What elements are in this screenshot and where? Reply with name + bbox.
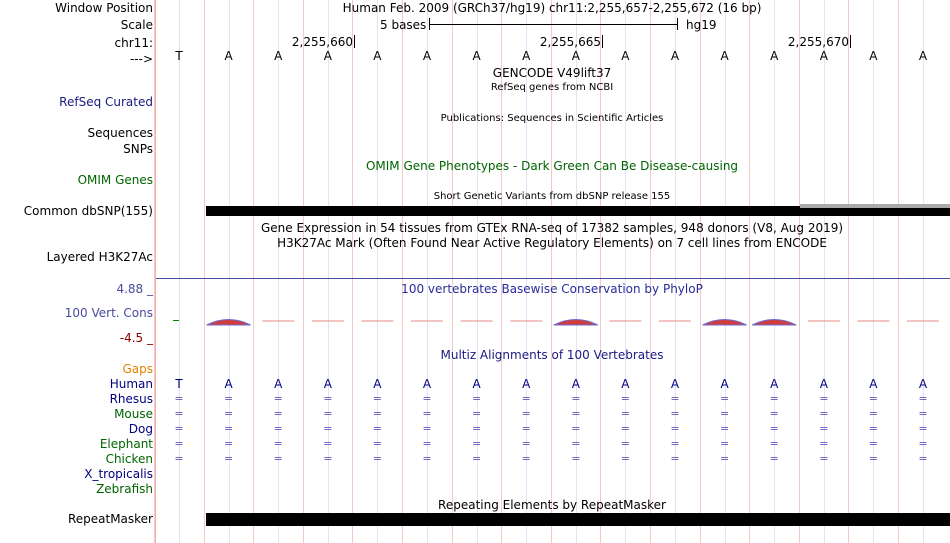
species-label[interactable]: Elephant <box>99 437 153 451</box>
alignment-base: A <box>373 377 382 391</box>
alignment-base: A <box>819 377 828 391</box>
grid-line <box>898 0 899 543</box>
alignment-match: = <box>571 452 581 465</box>
alignment-match: = <box>819 392 829 405</box>
alignment-match: = <box>571 422 581 435</box>
gencode-track-title[interactable]: GENCODE V49lift37 <box>492 66 612 80</box>
window-position-value[interactable]: Human Feb. 2009 (GRCh37/hg19) chr11:2,255,657-2,255,672 (16 bp) <box>342 1 762 15</box>
alignment-base: A <box>621 377 630 391</box>
base-letter: A <box>918 49 928 63</box>
repeatmasker-track-title: Repeating Elements by RepeatMasker <box>438 498 666 512</box>
alignment-match: = <box>719 437 730 450</box>
alignment-match: = <box>521 437 531 450</box>
alignment-match: = <box>273 422 283 435</box>
alignment-base: A <box>522 377 531 391</box>
h3k27ac-baseline <box>156 278 950 279</box>
h3k27ac-track-label[interactable]: Layered H3K27Ac <box>46 250 153 264</box>
alignment-match: = <box>174 437 184 450</box>
alignment-base: A <box>422 377 432 391</box>
gaps-label: Gaps <box>122 362 153 376</box>
alignment-match: = <box>273 392 283 405</box>
alignment-match: = <box>719 452 730 465</box>
alignment-match: = <box>620 437 630 450</box>
scale-label: Scale <box>120 18 153 32</box>
alignment-match: = <box>372 392 382 405</box>
grid-line <box>204 0 205 543</box>
alignment-match: = <box>719 392 730 405</box>
alignment-match: = <box>422 422 432 435</box>
grid-line <box>352 0 353 543</box>
alignment-match: = <box>273 407 283 420</box>
alignment-match: = <box>323 392 333 405</box>
alignment-match: = <box>769 452 779 465</box>
coord-tick-mark <box>354 35 355 48</box>
alignment-match: = <box>223 437 234 450</box>
alignment-match: = <box>174 422 184 435</box>
alignment-match: = <box>323 422 333 435</box>
conservation-wiggle <box>0 310 950 335</box>
alignment-match: = <box>918 437 928 450</box>
coord-tick-label: 2,255,665 <box>539 35 601 49</box>
alignment-base: A <box>670 377 680 391</box>
conservation-track-title: 100 vertebrates Basewise Conservation by PhyloP <box>401 282 703 296</box>
alignment-match: = <box>273 437 283 450</box>
alignment-match: = <box>769 422 779 435</box>
scale-bar <box>429 18 678 30</box>
alignment-match: = <box>174 452 184 465</box>
species-label[interactable]: Mouse <box>114 407 153 421</box>
base-letter: A <box>720 49 729 63</box>
coord-tick-label: 2,255,660 <box>291 35 353 49</box>
alignment-match: = <box>868 452 878 465</box>
coord-tick-mark <box>602 35 603 48</box>
alignment-match: = <box>174 407 184 420</box>
grid-line <box>402 0 403 543</box>
alignment-match: = <box>422 437 432 450</box>
alignment-match: = <box>819 437 829 450</box>
alignment-match: = <box>223 452 234 465</box>
grid-line <box>799 0 800 543</box>
base-letter: T <box>175 49 183 63</box>
species-label[interactable]: Dog <box>128 422 153 436</box>
coord-tick-label: 2,255,670 <box>787 35 849 49</box>
alignment-match: = <box>918 407 928 420</box>
alignment-match: = <box>571 392 581 405</box>
snps-track-label[interactable]: SNPs <box>123 142 153 156</box>
species-label[interactable]: Rhesus <box>109 392 153 406</box>
base-letter: A <box>770 49 779 63</box>
alignment-match: = <box>422 407 432 420</box>
alignment-match: = <box>918 422 928 435</box>
base-letter: A <box>373 49 382 63</box>
alignment-match: = <box>471 437 482 450</box>
chrom-label: chr11: <box>114 36 153 50</box>
alignment-match: = <box>620 452 630 465</box>
dbsnp-track-title: Short Genetic Variants from dbSNP release 155 <box>433 191 671 202</box>
alignment-base: A <box>770 377 779 391</box>
alignment-base: A <box>571 377 580 391</box>
strand-label: ---> <box>129 52 153 66</box>
alignment-match: = <box>918 392 928 405</box>
omim-track-title: OMIM Gene Phenotypes - Dark Green Can Be Disease-causing <box>365 159 739 173</box>
repeatmasker-feature-bar[interactable] <box>206 513 950 526</box>
base-letter: A <box>323 49 332 63</box>
base-letter: A <box>224 49 233 63</box>
alignment-base: A <box>224 377 233 391</box>
grid-line <box>650 0 651 543</box>
alignment-match: = <box>372 422 382 435</box>
alignment-match: = <box>372 407 382 420</box>
alignment-match: = <box>372 452 382 465</box>
alignment-match: = <box>471 452 482 465</box>
base-letter: A <box>522 49 531 63</box>
species-label[interactable]: Human <box>109 377 153 391</box>
h3k27ac-track-title: H3K27Ac Mark (Often Found Near Active Regulatory Elements) on 7 cell lines from ENCODE <box>277 236 827 250</box>
species-label[interactable]: Chicken <box>105 452 153 466</box>
publications-track-title: Publications: Sequences in Scientific Articles <box>440 113 664 124</box>
alignment-match: = <box>422 452 432 465</box>
alignment-match: = <box>471 407 482 420</box>
base-letter: A <box>422 49 432 63</box>
sequences-track-label[interactable]: Sequences <box>87 126 153 140</box>
alignment-match: = <box>868 437 878 450</box>
alignment-base: A <box>720 377 729 391</box>
alignment-match: = <box>719 407 730 420</box>
alignment-match: = <box>223 407 234 420</box>
alignment-match: = <box>868 407 878 420</box>
refseq-subtitle: RefSeq genes from NCBI <box>490 82 614 93</box>
alignment-match: = <box>868 422 878 435</box>
alignment-match: = <box>174 392 184 405</box>
alignment-match: = <box>868 392 878 405</box>
alignment-match: = <box>769 407 779 420</box>
window-position-label: Window Position <box>55 1 153 15</box>
alignment-base: A <box>274 377 283 391</box>
alignment-match: = <box>372 437 382 450</box>
grid-line <box>253 0 254 543</box>
species-label[interactable]: Zebrafish <box>96 482 153 496</box>
base-letter: A <box>571 49 580 63</box>
alignment-match: = <box>521 422 531 435</box>
alignment-match: = <box>521 407 531 420</box>
scale-value: 5 bases <box>380 18 427 32</box>
conservation-peak <box>554 320 598 326</box>
alignment-match: = <box>521 392 531 405</box>
omim-track-label[interactable]: OMIM Genes <box>77 173 153 187</box>
alignment-match: = <box>571 437 581 450</box>
alignment-match: = <box>273 452 283 465</box>
alignment-base: A <box>918 377 928 391</box>
conservation-peak <box>752 320 796 326</box>
alignment-match: = <box>670 422 680 435</box>
alignment-match: = <box>769 392 779 405</box>
alignment-match: = <box>620 422 630 435</box>
base-letter: A <box>274 49 283 63</box>
dbsnp-track-label[interactable]: Common dbSNP(155) <box>23 204 153 218</box>
alignment-match: = <box>323 452 333 465</box>
alignment-match: = <box>323 407 333 420</box>
alignment-match: = <box>670 437 680 450</box>
base-letter: A <box>472 49 481 63</box>
base-letter: A <box>819 49 828 63</box>
alignment-match: = <box>620 392 630 405</box>
alignment-match: = <box>620 407 630 420</box>
dbsnp-feature-overlap <box>800 204 950 208</box>
coord-tick-mark <box>850 35 851 48</box>
conservation-peak <box>207 320 251 326</box>
base-letter: A <box>869 49 878 63</box>
alignment-match: = <box>323 437 333 450</box>
conservation-min-label: -4.5 _ <box>119 331 153 345</box>
alignment-base: A <box>472 377 481 391</box>
gtex-track-title: Gene Expression in 54 tissues from GTEx RNA-seq of 17382 samples, 948 donors (V8, Aug 2019) <box>260 221 844 235</box>
conservation-max-label: 4.88 _ <box>116 282 153 296</box>
species-label[interactable]: X_tropicalis <box>84 467 153 481</box>
alignment-match: = <box>769 437 779 450</box>
alignment-match: = <box>670 392 680 405</box>
alignment-match: = <box>223 392 234 405</box>
alignment-base: A <box>869 377 878 391</box>
conservation-track-label[interactable]: 100 Vert. Cons <box>64 306 153 320</box>
alignment-match: = <box>719 422 730 435</box>
conservation-peak <box>703 320 747 326</box>
scale-db: hg19 <box>686 18 717 32</box>
grid-line <box>848 0 849 543</box>
grid-line <box>452 0 453 543</box>
label-separator <box>155 0 156 543</box>
alignment-match: = <box>819 422 829 435</box>
alignment-base: T <box>175 377 183 391</box>
alignment-match: = <box>670 452 680 465</box>
alignment-match: = <box>471 392 482 405</box>
alignment-match: = <box>422 392 432 405</box>
grid-line <box>700 0 701 543</box>
alignment-match: = <box>223 422 234 435</box>
grid-line <box>749 0 750 543</box>
multiz-track-title: Multiz Alignments of 100 Vertebrates <box>440 348 664 362</box>
repeatmasker-track-label[interactable]: RepeatMasker <box>67 512 153 526</box>
dbsnp-feature-bar[interactable] <box>206 206 800 216</box>
base-letter: A <box>670 49 680 63</box>
alignment-match: = <box>819 452 829 465</box>
alignment-match: = <box>521 452 531 465</box>
alignment-match: = <box>918 452 928 465</box>
grid-line <box>303 0 304 543</box>
alignment-base: A <box>323 377 332 391</box>
alignment-match: = <box>571 407 581 420</box>
alignment-match: = <box>670 407 680 420</box>
alignment-match: = <box>471 422 482 435</box>
base-letter: A <box>621 49 630 63</box>
alignment-match: = <box>819 407 829 420</box>
refseq-track-label[interactable]: RefSeq Curated <box>59 95 153 109</box>
